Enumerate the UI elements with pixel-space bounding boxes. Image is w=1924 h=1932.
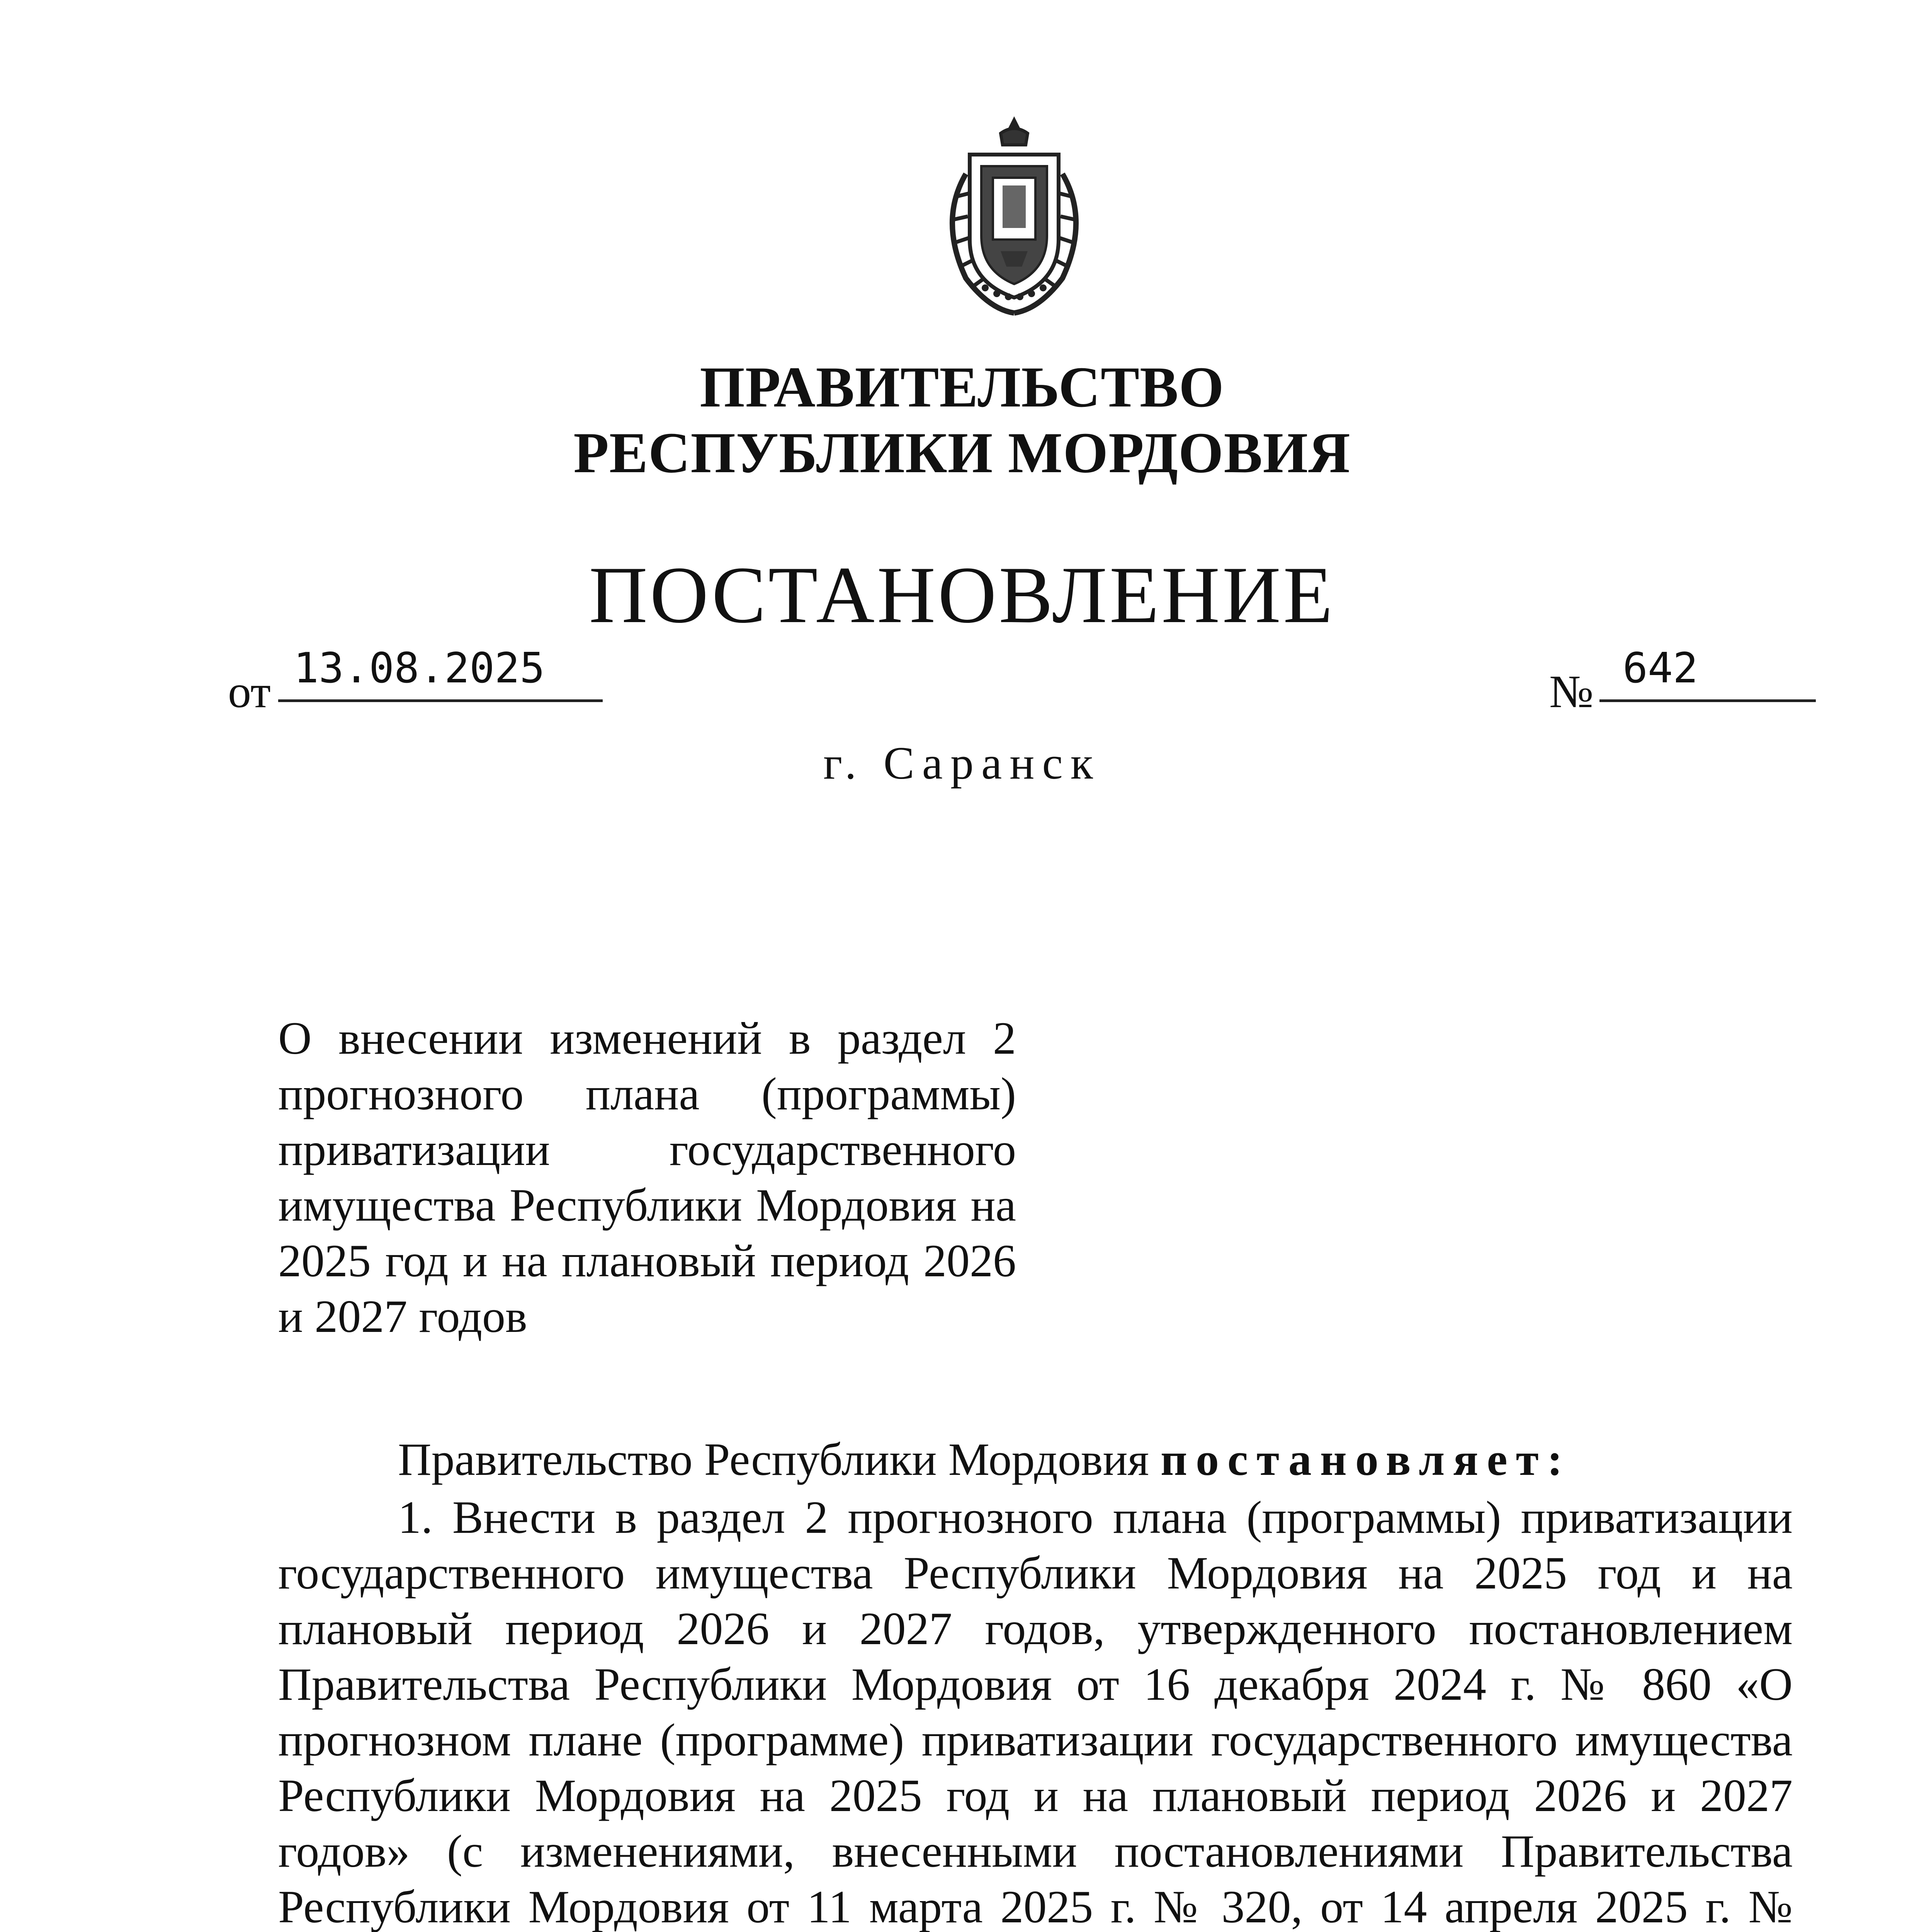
number-value: 642 <box>1623 644 1698 692</box>
document-subject: О внесении изменений в раздел 2 прогнозного плана (программы) приватизации государственного имущества Республики Мордовия на 2025 год и на плановый период 2026 и 2027 годов <box>278 1012 1016 1342</box>
intro-paragraph <box>278 1432 1793 1487</box>
org-name-line2: РЕСПУБЛИКИ МОРДОВИЯ <box>573 421 1351 485</box>
date-value: 13.08.2025 <box>294 644 545 692</box>
city: г. Саранск <box>823 737 1101 789</box>
document-type: ПОСТАНОВЛЕНИЕ <box>589 550 1335 640</box>
date-label: от <box>228 666 271 717</box>
org-name-line1: ПРАВИТЕЛЬСТВО <box>700 355 1224 419</box>
intro-text: Правительство Республики Мордовия <box>398 1434 1161 1485</box>
number-label: № <box>1549 666 1594 717</box>
item-1-paragraph: 1. Внести в раздел 2 прогнозного плана (программы) приватизации государственного имущества Республики Мордовия на 2025 год и на плановый период 2026 и 2027 годов, утвержденного постановлением Правительства Республики Мордовия от 16 декабря 2024 г. № 860 «О прогнозном плане (программе) приватизации государственного имущества Республики Мордовия на 2025 год и на плановый период 2026 и 2027 годов» (с изменениями, внесенными постановлениями Правительства Республики Мордовия от 11 марта 2025 г. № 320, от 14 апреля 2025 г. № <box>278 1492 1793 1932</box>
date-underline <box>278 699 603 702</box>
coat-of-arms-icon <box>923 112 1105 328</box>
decree-word: постановляет: <box>1160 1434 1571 1485</box>
number-underline <box>1599 699 1816 702</box>
